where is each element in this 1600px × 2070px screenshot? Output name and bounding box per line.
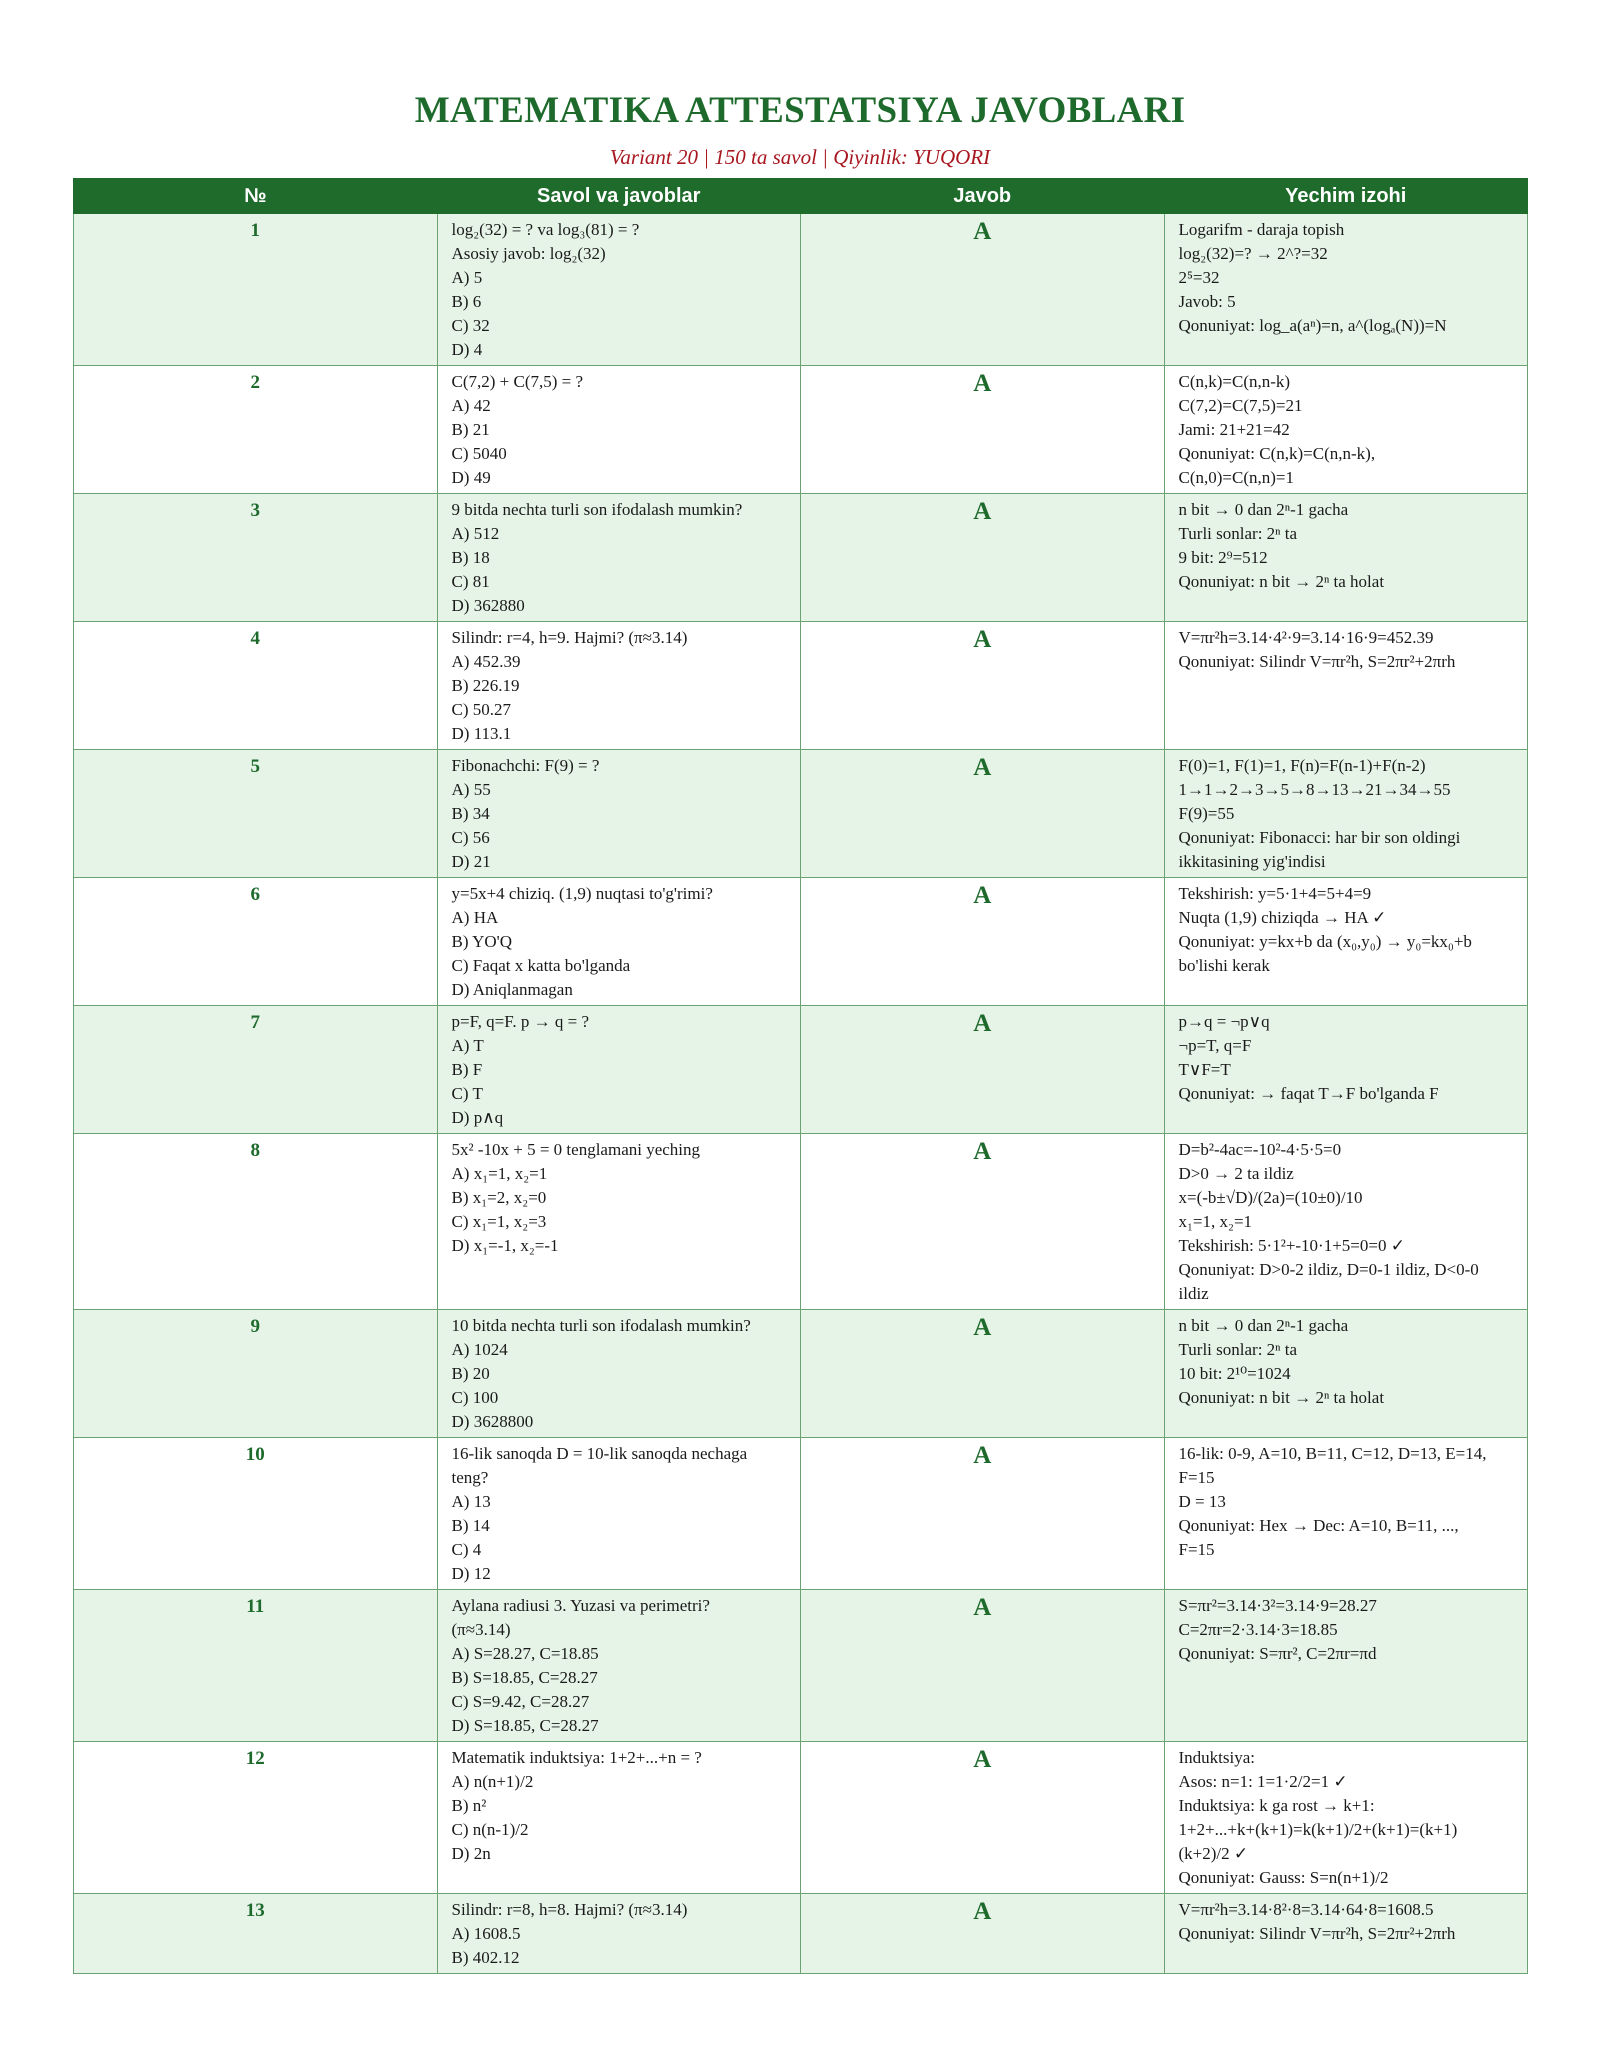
question-cell <box>437 494 801 622</box>
question-line: B) 226.19 <box>451 676 520 695</box>
explanation-line: log₂(32)=? → 2^?=32 <box>1178 244 1328 263</box>
explanation-line: T∨F=T <box>1178 1060 1231 1079</box>
answer-letter: A <box>801 1310 1165 1438</box>
question-line: B) F <box>451 1060 483 1079</box>
explanation-line: F=15 <box>1178 1468 1215 1487</box>
question-cell <box>437 214 801 366</box>
table-row <box>74 750 1528 878</box>
answer-letter: A <box>801 214 1165 366</box>
header-number: № <box>74 179 438 214</box>
question-text: y=5x+4 chiziq. (1,9) nuqtasi to'g'rimi? <box>451 884 713 903</box>
table-row <box>74 1742 1528 1894</box>
question-number: 10 <box>74 1438 438 1590</box>
question-number: 3 <box>74 494 438 622</box>
header-explanation: Yechim izohi <box>1164 179 1528 214</box>
explanation-line: S=πr²=3.14·3²=3.14·9=28.27 <box>1178 1596 1377 1615</box>
explanation-line: V=πr²h=3.14·4²·9=3.14·16·9=452.39 <box>1178 628 1434 647</box>
explanation-line: 1+2+...+k+(k+1)=k(k+1)/2+(k+1)=(k+1) <box>1178 1820 1458 1839</box>
explanation-cell <box>1164 1590 1528 1742</box>
table-row <box>74 1006 1528 1134</box>
question-line: C) T <box>451 1084 483 1103</box>
question-text: log₂(32) = ? va log₃(81) = ? <box>451 220 640 239</box>
question-line: B) 6 <box>451 292 482 311</box>
explanation-line: p→q = ¬p∨q <box>1178 1012 1270 1031</box>
explanation-cell <box>1164 494 1528 622</box>
question-line: Asosiy javob: log₂(32) <box>451 244 606 263</box>
answer-letter: A <box>801 1742 1165 1894</box>
question-line: A) n(n+1)/2 <box>451 1772 534 1791</box>
question-line: A) 55 <box>451 780 491 799</box>
question-line: C) 81 <box>451 572 490 591</box>
table-row <box>74 1894 1528 1974</box>
explanation-line: Tekshirish: y=5·1+4=5+4=9 <box>1178 884 1372 903</box>
question-line: D) 2n <box>451 1844 491 1863</box>
header-question: Savol va javoblar <box>437 179 801 214</box>
explanation-line: Qonuniyat: n bit → 2ⁿ ta holat <box>1178 572 1385 591</box>
question-line: D) 21 <box>451 852 491 871</box>
question-line: D) 113.1 <box>451 724 512 743</box>
question-line: B) 14 <box>451 1516 490 1535</box>
explanation-line: V=πr²h=3.14·8²·8=3.14·64·8=1608.5 <box>1178 1900 1434 1919</box>
explanation-line: D = 13 <box>1178 1492 1226 1511</box>
explanation-line: Logarifm - daraja topish <box>1178 220 1345 239</box>
explanation-line: Qonuniyat: Silindr V=πr²h, S=2πr²+2πrh <box>1178 1924 1456 1943</box>
question-text: Aylana radiusi 3. Yuzasi va perimetri? <box>451 1596 710 1615</box>
explanation-cell <box>1164 878 1528 1006</box>
question-line: A) 1608.5 <box>451 1924 521 1943</box>
question-line: B) n² <box>451 1796 487 1815</box>
explanation-cell <box>1164 366 1528 494</box>
explanation-line: Induktsiya: k ga rost → k+1: <box>1178 1796 1375 1815</box>
explanation-line: Induktsiya: <box>1178 1748 1255 1767</box>
answer-letter: A <box>801 366 1165 494</box>
answer-letter: A <box>801 878 1165 1006</box>
question-line: C) S=9.42, C=28.27 <box>451 1692 590 1711</box>
answer-letter: A <box>801 1590 1165 1742</box>
question-number: 8 <box>74 1134 438 1310</box>
question-line: C) 50.27 <box>451 700 511 719</box>
explanation-line: x=(-b±√D)/(2a)=(10±0)/10 <box>1178 1188 1363 1207</box>
question-line: (π≈3.14) <box>451 1620 511 1639</box>
explanation-cell <box>1164 1894 1528 1974</box>
answer-letter: A <box>801 1134 1165 1310</box>
answer-letter: A <box>801 1438 1165 1590</box>
explanation-cell <box>1164 1310 1528 1438</box>
document-page <box>73 0 1527 1974</box>
question-cell <box>437 1006 801 1134</box>
explanation-line: 1→1→2→3→5→8→13→21→34→55 <box>1178 780 1451 799</box>
explanation-line: Asos: n=1: 1=1·2/2=1 ✓ <box>1178 1772 1348 1791</box>
question-text: 9 bitda nechta turli son ifodalash mumkin? <box>451 500 743 519</box>
explanation-line: Qonuniyat: Gauss: S=n(n+1)/2 <box>1178 1868 1389 1887</box>
explanation-line: Jami: 21+21=42 <box>1178 420 1290 439</box>
question-line: D) 3628800 <box>451 1412 534 1431</box>
explanation-line: n bit → 0 dan 2ⁿ-1 gacha <box>1178 1316 1349 1335</box>
explanation-line: ildiz <box>1178 1284 1209 1303</box>
question-line: C) x₁=1, x₂=3 <box>451 1212 547 1231</box>
question-cell <box>437 1134 801 1310</box>
question-line: C) 32 <box>451 316 490 335</box>
explanation-line: F=15 <box>1178 1540 1215 1559</box>
question-line: D) 4 <box>451 340 483 359</box>
explanation-line: bo'lishi kerak <box>1178 956 1270 975</box>
explanation-line: Qonuniyat: → faqat T→F bo'lganda F <box>1178 1084 1439 1103</box>
explanation-cell <box>1164 1742 1528 1894</box>
question-cell <box>437 1438 801 1590</box>
question-line: D) Aniqlanmagan <box>451 980 573 999</box>
question-line: A) 5 <box>451 268 483 287</box>
question-number: 2 <box>74 366 438 494</box>
question-cell <box>437 878 801 1006</box>
question-line: D) 362880 <box>451 596 525 615</box>
table-row <box>74 494 1528 622</box>
explanation-line: 9 bit: 2⁹=512 <box>1178 548 1268 567</box>
explanation-line: Qonuniyat: y=kx+b da (x₀,y₀) → y₀=kx₀+b <box>1178 932 1472 951</box>
table-row <box>74 1310 1528 1438</box>
question-text: Matematik induktsiya: 1+2+...+n = ? <box>451 1748 702 1767</box>
question-line: C) 56 <box>451 828 490 847</box>
question-line: B) 21 <box>451 420 490 439</box>
explanation-line: Javob: 5 <box>1178 292 1236 311</box>
explanation-line: 16-lik: 0-9, A=10, B=11, C=12, D=13, E=14, <box>1178 1444 1487 1463</box>
question-line: B) YO'Q <box>451 932 513 951</box>
question-text: Silindr: r=4, h=9. Hajmi? (π≈3.14) <box>451 628 688 647</box>
question-line: B) x₁=2, x₂=0 <box>451 1188 547 1207</box>
explanation-cell <box>1164 750 1528 878</box>
question-line: C) Faqat x katta bo'lganda <box>451 956 631 975</box>
explanation-line: ¬p=T, q=F <box>1178 1036 1252 1055</box>
question-line: C) n(n-1)/2 <box>451 1820 529 1839</box>
explanation-line: Qonuniyat: S=πr², C=2πr=πd <box>1178 1644 1377 1663</box>
question-text: Silindr: r=8, h=8. Hajmi? (π≈3.14) <box>451 1900 688 1919</box>
question-line: B) 18 <box>451 548 490 567</box>
question-cell <box>437 750 801 878</box>
answer-letter: A <box>801 1894 1165 1974</box>
page-subtitle: Variant 20 | 150 ta savol | Qiyinlik: YUQORI <box>609 145 991 169</box>
answer-letter: A <box>801 1006 1165 1134</box>
question-line: D) 49 <box>451 468 491 487</box>
table-row <box>74 622 1528 750</box>
explanation-line: C(n,0)=C(n,n)=1 <box>1178 468 1294 487</box>
question-line: C) 4 <box>451 1540 482 1559</box>
explanation-line: F(9)=55 <box>1178 804 1235 823</box>
question-line: A) x₁=1, x₂=1 <box>451 1164 548 1183</box>
question-number: 4 <box>74 622 438 750</box>
table-row <box>74 1134 1528 1310</box>
explanation-cell <box>1164 1134 1528 1310</box>
question-line: B) 402.12 <box>451 1948 520 1967</box>
question-number: 11 <box>74 1590 438 1742</box>
table-row <box>74 366 1528 494</box>
question-line: A) HA <box>451 908 499 927</box>
question-line: D) p∧q <box>451 1108 504 1127</box>
question-text: p=F, q=F. p → q = ? <box>451 1012 589 1031</box>
explanation-line: 10 bit: 2¹⁰=1024 <box>1178 1364 1291 1383</box>
explanation-line: Turli sonlar: 2ⁿ ta <box>1178 524 1298 543</box>
explanation-cell <box>1164 1438 1528 1590</box>
explanation-line: Qonuniyat: log_a(aⁿ)=n, a^(logₐ(N))=N <box>1178 316 1447 335</box>
question-text: Fibonachchi: F(9) = ? <box>451 756 600 775</box>
question-line: C) 5040 <box>451 444 507 463</box>
answers-table <box>73 178 1528 1974</box>
question-line: D) 12 <box>451 1564 491 1583</box>
table-body <box>74 214 1528 1974</box>
question-line: B) 34 <box>451 804 490 823</box>
explanation-line: (k+2)/2 ✓ <box>1178 1844 1249 1863</box>
explanation-line: 2⁵=32 <box>1178 268 1220 287</box>
explanation-line: Qonuniyat: Silindr V=πr²h, S=2πr²+2πrh <box>1178 652 1456 671</box>
question-number: 5 <box>74 750 438 878</box>
question-cell <box>437 366 801 494</box>
question-line: B) 20 <box>451 1364 490 1383</box>
explanation-line: Tekshirish: 5·1²+-10·1+5=0=0 ✓ <box>1178 1236 1405 1255</box>
explanation-cell <box>1164 622 1528 750</box>
question-line: A) S=28.27, C=18.85 <box>451 1644 599 1663</box>
question-line: A) 42 <box>451 396 491 415</box>
question-number: 7 <box>74 1006 438 1134</box>
question-line: A) 452.39 <box>451 652 521 671</box>
question-number: 9 <box>74 1310 438 1438</box>
explanation-line: Qonuniyat: Hex → Dec: A=10, B=11, ..., <box>1178 1516 1459 1535</box>
question-text: 16-lik sanoqda D = 10-lik sanoqda nechaga <box>451 1444 748 1463</box>
explanation-line: C=2πr=2·3.14·3=18.85 <box>1178 1620 1338 1639</box>
explanation-line: D=b²-4ac=-10²-4·5·5=0 <box>1178 1140 1342 1159</box>
answer-letter: A <box>801 750 1165 878</box>
explanation-line: n bit → 0 dan 2ⁿ-1 gacha <box>1178 500 1349 519</box>
explanation-line: C(n,k)=C(n,n-k) <box>1178 372 1291 391</box>
table-row <box>74 878 1528 1006</box>
explanation-line: ikkitasining yig'indisi <box>1178 852 1326 871</box>
question-line: A) 13 <box>451 1492 491 1511</box>
explanation-line: Qonuniyat: C(n,k)=C(n,n-k), <box>1178 444 1376 463</box>
question-text: C(7,2) + C(7,5) = ? <box>451 372 584 391</box>
question-cell <box>437 622 801 750</box>
question-line: D) S=18.85, C=28.27 <box>451 1716 599 1735</box>
table-row <box>74 214 1528 366</box>
question-line: A) T <box>451 1036 484 1055</box>
question-text: 5x² -10x + 5 = 0 tenglamani yeching <box>451 1140 701 1159</box>
question-line: A) 1024 <box>451 1340 508 1359</box>
header-answer: Javob <box>801 179 1165 214</box>
table-header-row <box>74 179 1528 214</box>
answer-letter: A <box>801 622 1165 750</box>
explanation-line: D>0 → 2 ta ildiz <box>1178 1164 1294 1183</box>
question-text: 10 bitda nechta turli son ifodalash mumkin? <box>451 1316 751 1335</box>
explanation-line: C(7,2)=C(7,5)=21 <box>1178 396 1303 415</box>
question-number: 6 <box>74 878 438 1006</box>
question-number: 13 <box>74 1894 438 1974</box>
question-cell <box>437 1590 801 1742</box>
explanation-line: Qonuniyat: n bit → 2ⁿ ta holat <box>1178 1388 1385 1407</box>
question-line: D) x₁=-1, x₂=-1 <box>451 1236 559 1255</box>
question-number: 1 <box>74 214 438 366</box>
explanation-line: Nuqta (1,9) chiziqda → HA ✓ <box>1178 908 1387 927</box>
question-line: B) S=18.85, C=28.27 <box>451 1668 598 1687</box>
explanation-line: Qonuniyat: Fibonacci: har bir son oldingi <box>1178 828 1461 847</box>
table-row <box>74 1438 1528 1590</box>
question-line: C) 100 <box>451 1388 499 1407</box>
answer-letter: A <box>801 494 1165 622</box>
question-line: A) 512 <box>451 524 500 543</box>
question-cell <box>437 1894 801 1974</box>
explanation-cell <box>1164 1006 1528 1134</box>
explanation-line: F(0)=1, F(1)=1, F(n)=F(n-1)+F(n-2) <box>1178 756 1426 775</box>
explanation-cell <box>1164 214 1528 366</box>
explanation-line: x₁=1, x₂=1 <box>1178 1212 1253 1231</box>
table-row <box>74 1590 1528 1742</box>
question-line: teng? <box>451 1468 489 1487</box>
explanation-line: Qonuniyat: D>0-2 ildiz, D=0-1 ildiz, D<0-0 <box>1178 1260 1479 1279</box>
question-number: 12 <box>74 1742 438 1894</box>
page-title: MATEMATIKA ATTESTATSIYA JAVOBLARI <box>414 90 1186 131</box>
explanation-line: Turli sonlar: 2ⁿ ta <box>1178 1340 1298 1359</box>
question-cell <box>437 1310 801 1438</box>
question-cell <box>437 1742 801 1894</box>
